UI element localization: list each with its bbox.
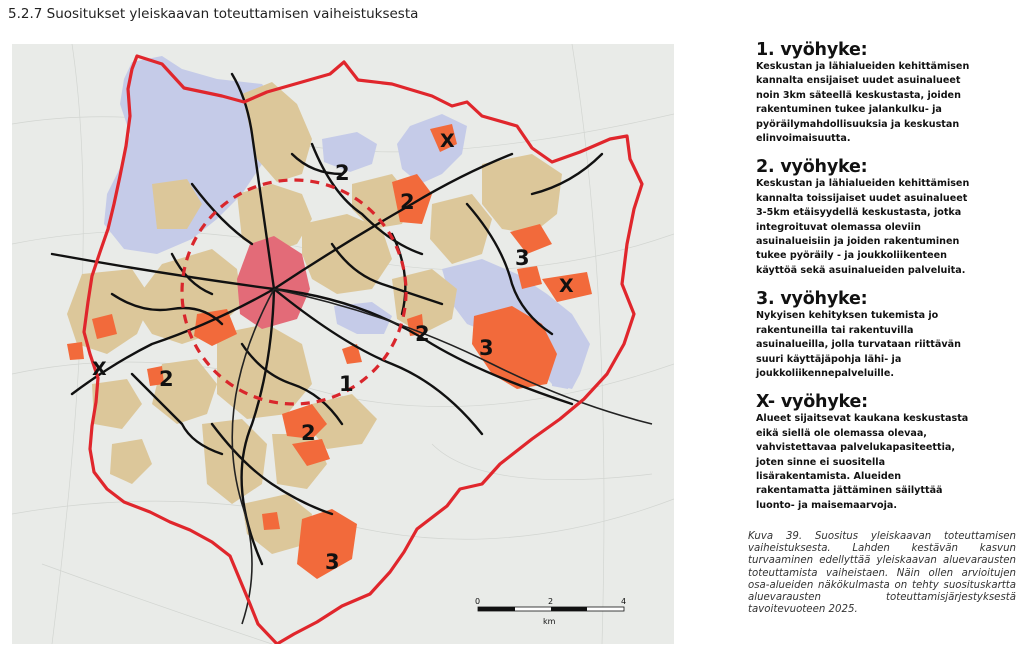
scale-bar: [475, 597, 626, 626]
x-zone-label: X: [92, 358, 107, 380]
figure-caption: Kuva 39. Suositus yleiskaavan toteuttamisen vaiheistuksesta. Lahden kestävän kasvun turvaaminen edellyttää yleiskaavan aluevarausten toteuttamista vaiheistaen. Näin ollen arvioitujen osa-alueiden näkökulmasta on tehty suosituskartta aluevarausten toteuttamisjärjestyksestä tavoitevuoteen 2025.: [748, 531, 1016, 616]
zone-label: 2: [415, 322, 430, 346]
legend-zone-2: [756, 157, 1018, 278]
legend-title: 1. vyöhyke:: [756, 40, 868, 60]
page-title: 5.2.7 Suositukset yleiskaavan toteuttamisen vaiheistuksesta: [8, 6, 419, 22]
legend-zone-3: [756, 289, 1018, 381]
zone-label: 2: [335, 161, 350, 185]
legend-description: Nykyisen kehityksen tukemista jo rakentuneilla tai rakentuvilla asuinalueilla, jolla turvataan riittävän suuri käyttäjäpohja lähi- ja joukkoliikennepalveluille.: [756, 310, 961, 379]
legend-description: Keskustan ja lähialueiden kehittämisen kannalta toissijaiset uudet asuinalueet 3-5km etäisyydellä keskustasta, jotka integroituvat olemassa oleviin asuinalueisiin ja joiden rakentuminen tukee pyöräily - ja joukkoliikenteen käyttöä sekä asuinalueiden palveluita.: [756, 178, 970, 276]
scale-tick-label: 2: [548, 597, 554, 606]
scale-unit-label: km: [543, 617, 556, 626]
zone-label: 3: [325, 550, 340, 574]
zone-label: 1: [339, 372, 354, 396]
x-zone-label: X: [440, 130, 455, 152]
lake-northeast: [397, 114, 467, 184]
zone-label: 2: [301, 421, 316, 445]
legend-zone-1: [756, 40, 1018, 146]
legend-title: X- vyöhyke:: [756, 392, 868, 413]
legend-title: 3. vyöhyke:: [756, 289, 868, 310]
legend-description: Alueet sijaitsevat kaukana keskustasta eikä siellä ole olemassa olevaa, vahvistettavaa palvelukapasiteettia, joten sinne ei suositella lisärakentamista. Alueiden rakentamatta jättäminen säilyttää luonto- ja maisemaarvoja.: [756, 413, 969, 511]
zone-label: 2: [159, 367, 174, 391]
zoning-map: [12, 44, 674, 644]
zone-label: 3: [479, 336, 494, 360]
zone-label: 3: [515, 246, 530, 270]
zone-legend: [756, 40, 1018, 524]
scale-tick-label: 0: [475, 597, 481, 606]
legend-zone-x: [756, 392, 1018, 513]
zoning-map-svg: [12, 44, 674, 644]
legend-description: Keskustan ja lähialueiden kehittämisen kannalta ensijaiset uudet asuinalueet noin 3km säteellä keskustasta, joiden rakentuminen tukee jalankulku- ja pyöräilymahdollisuuksia ja keskustan elinvoimaisuutta.: [756, 61, 970, 145]
legend-title: 2. vyöhyke:: [756, 157, 868, 178]
scale-tick-label: 4: [621, 597, 627, 606]
x-zone-label: X: [559, 275, 574, 297]
zone-label: 2: [400, 190, 415, 214]
